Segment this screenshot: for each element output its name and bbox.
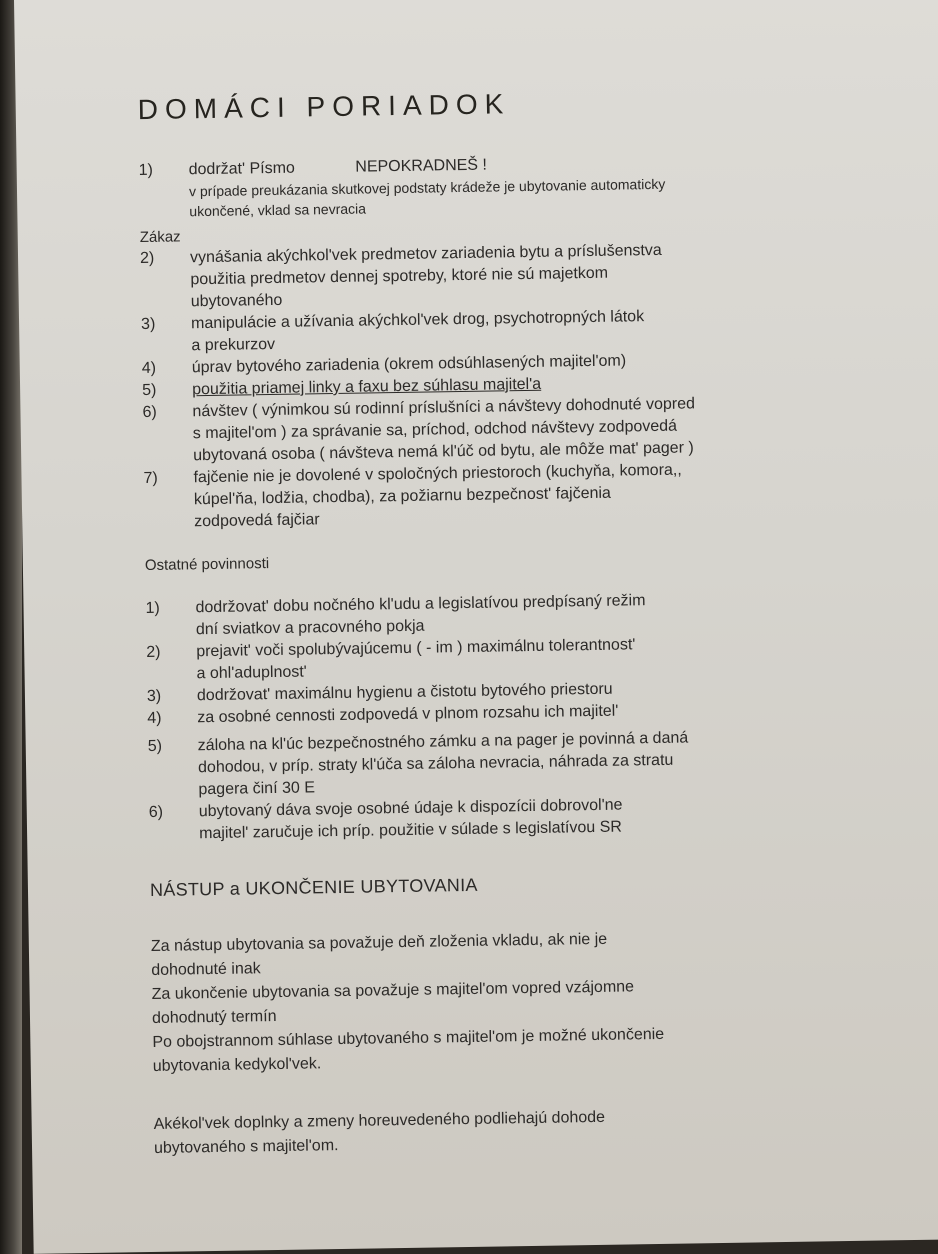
item-text: majitel' zaručuje ich príp. použitie v súlade s legislatívou SR bbox=[198, 818, 623, 843]
closing-paragraph bbox=[153, 1103, 804, 1161]
item-text: fajčenie nie je dovolené v spoločných priestoroch (kuchyňa, komora,, bbox=[193, 461, 682, 487]
duty-item-5 bbox=[148, 726, 799, 802]
item-text: ubytovaná osoba ( návšteva nemá kl'úč od bytu, ale môže mat' pager ) bbox=[193, 439, 694, 465]
item-text: pagera činí 30 E bbox=[198, 779, 316, 799]
paragraph-line: dohodnutý termín bbox=[151, 1008, 277, 1027]
item-number: 3) bbox=[146, 687, 162, 705]
item-text: manipulácie a užívania akýchkol'vek drog, psychotropných látok bbox=[190, 308, 645, 333]
item-number: 1) bbox=[138, 161, 154, 180]
item-number: 2) bbox=[146, 643, 161, 662]
item-text: ukončené, vklad sa nevracia bbox=[189, 200, 367, 220]
item-emphasis: NEPOKRADNEŠ ! bbox=[355, 156, 488, 176]
document-page bbox=[14, 0, 938, 1254]
rule-item-2 bbox=[140, 238, 791, 314]
ostatne-label: Ostatné povinnosti bbox=[144, 555, 270, 575]
item-text: návštev ( výnimkou sú rodinní príslušníci a návštevy dohodnuté vopred bbox=[192, 395, 696, 421]
item-number: 5) bbox=[147, 737, 163, 755]
zakaz-label: Zákaz bbox=[139, 228, 181, 247]
item-text: prejavit' voči spolubývajúcemu ( - im ) maximálnu tolerantnost' bbox=[196, 636, 636, 661]
rule-item-1 bbox=[139, 150, 790, 222]
item-number: 6) bbox=[142, 403, 157, 422]
item-number: 6) bbox=[148, 803, 164, 821]
item-text: ubytovaný dáva svoje osobné údaje k dispozícii dobrovol'ne bbox=[198, 796, 623, 821]
item-text: a prekurzov bbox=[191, 335, 276, 355]
item-text: úprav bytového zariadenia (okrem odsúhlasených majitel'om) bbox=[191, 352, 627, 377]
item-number: 4) bbox=[147, 709, 162, 727]
item-number: 5) bbox=[142, 381, 157, 400]
nastup-paragraph bbox=[151, 925, 803, 1079]
item-number: 7) bbox=[143, 469, 158, 488]
item-text: za osobné cennosti zodpovedá v plnom rozsahu ich majitel' bbox=[197, 702, 619, 727]
item-text: s majitel'om ) za správanie sa, príchod, odchod návštevy zodpovedá bbox=[192, 417, 678, 443]
rule-item-7 bbox=[143, 458, 794, 534]
item-text: záloha na kl'úc bezpečnostného zámku a na pager je povinná a daná bbox=[197, 729, 689, 755]
item-text: dodržat' Písmo bbox=[188, 159, 296, 179]
paragraph-line: Akékol'vek doplnky a zmeny horeuvedeného podliehajú dohode bbox=[153, 1108, 606, 1133]
item-text: dohodou, v príp. straty kl'úča sa záloha nevracia, náhrada za stratu bbox=[197, 751, 674, 777]
item-number: 2) bbox=[139, 249, 155, 268]
item-number: 3) bbox=[140, 315, 156, 334]
paragraph-line: ubytovania kedykol'vek. bbox=[152, 1055, 322, 1075]
item-text: dodržovat' maximálnu hygienu a čistotu bytového priestoru bbox=[196, 680, 613, 705]
document-content bbox=[137, 84, 804, 1161]
paragraph-line: dohodnuté inak bbox=[151, 960, 261, 979]
item-text: vynášania akýchkol'vek predmetov zariadenia bytu a príslušenstva bbox=[189, 241, 662, 267]
item-text: a ohl'aduplnost' bbox=[196, 663, 307, 683]
paragraph-line: ubytovaného s majitel'om. bbox=[153, 1137, 339, 1157]
rule-item-6 bbox=[142, 392, 793, 468]
item-text: použitia predmetov dennej spotreby, ktoré nie sú majetkom bbox=[190, 264, 609, 289]
paragraph-line: Za nástup ubytovania sa považuje deň zloženia vkladu, ak nie je bbox=[150, 930, 608, 955]
item-number: 4) bbox=[141, 359, 157, 378]
item-text: ubytovaného bbox=[190, 291, 283, 311]
item-text: zodpovedá fajčiar bbox=[194, 511, 320, 531]
item-text: dní sviatkov a pracovného pokja bbox=[195, 617, 425, 639]
item-text: dodržovat' dobu nočného kl'udu a legislatívou predpísaný režim bbox=[195, 592, 646, 617]
item-text: použitia priamej linky a faxu bez súhlasu majitel'a bbox=[192, 375, 542, 399]
nastup-heading: NÁSTUP a UKONČENIE UBYTOVANIA bbox=[149, 874, 478, 900]
paragraph-line: Za ukončenie ubytovania sa považuje s majitel'om vopred vzájomne bbox=[151, 978, 635, 1003]
item-text: v prípade preukázania skutkovej podstaty krádeže je ubytovanie automaticky bbox=[188, 175, 666, 200]
paragraph-line: Po obojstrannom súhlase ubytovaného s majitel'om je možné ukončenie bbox=[152, 1025, 665, 1051]
document-title: DOMÁCI PORIADOK bbox=[137, 88, 511, 126]
item-text: kúpel'ňa, lodžia, chodba), za požiarnu bezpečnost' fajčenia bbox=[193, 484, 612, 509]
item-number: 1) bbox=[145, 599, 160, 618]
